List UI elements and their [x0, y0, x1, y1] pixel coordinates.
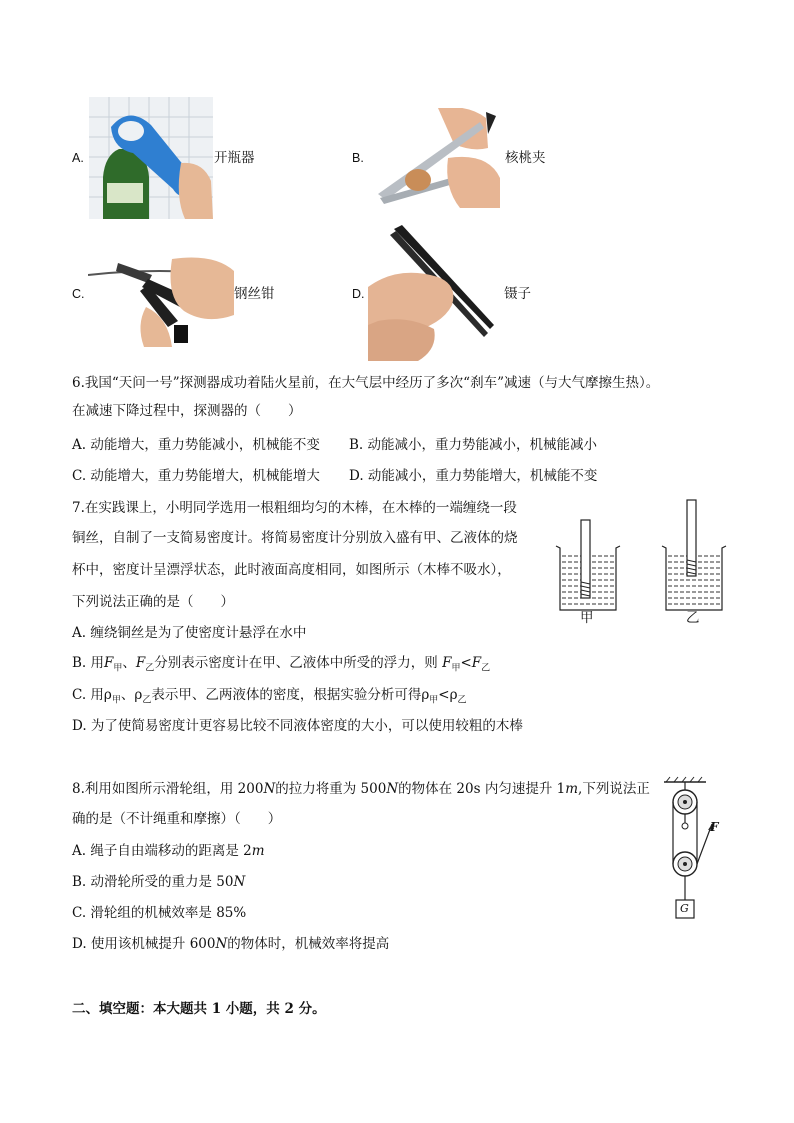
density-meter-figure	[552, 498, 730, 630]
beaker-label-jia: 甲	[580, 610, 594, 626]
q7-option-a[interactable]: A. 缠绕铜丝是为了使密度计悬浮在水中	[72, 625, 307, 641]
q6-stem-line2: 在减速下降过程中，探测器的（ ）	[72, 403, 302, 419]
q7-option-d[interactable]: D. 为了使简易密度计更容易比较不同液体密度的大小，可以使用较粗的木棒	[72, 718, 523, 734]
tweezers-photo	[368, 225, 500, 361]
q8-stem-line1: 8.利用如图所示滑轮组，用 200N的拉力将重为 500N的物体在 20s 内匀速提升 1m,下列说法正	[72, 781, 650, 797]
wire-pliers-photo	[88, 245, 234, 347]
option-a-name: 开瓶器	[214, 150, 255, 166]
q7-stem-line4: 下列说法正确的是（ ）	[72, 594, 234, 610]
q7-stem-line3: 杯中，密度计呈漂浮状态，此时液面高度相同，如图所示（木棒不吸水），	[72, 562, 511, 578]
q6-option-b[interactable]: B. 动能减小，重力势能减小，机械能减小	[349, 437, 598, 453]
option-d-letter: D.	[352, 287, 365, 301]
q7-option-c[interactable]: C. 用$\rho_甲$、$\rho_乙$表示甲、乙两液体的密度，根据实验分析可得$\rho_甲<\rho_乙$	[72, 687, 467, 706]
q7-stem-line2: 铜丝，自制了一支简易密度计。将简易密度计分别放入盛有甲、乙液体的烧	[72, 530, 518, 546]
force-label-f: F	[710, 820, 719, 834]
bottle-opener-photo	[89, 97, 213, 219]
q8-option-b[interactable]: B. 动滑轮所受的重力是 50N	[72, 874, 246, 890]
q8-option-d[interactable]: D. 使用该机械提升 600N的物体时，机械效率将提高	[72, 936, 390, 952]
option-c-name: 钢丝钳	[234, 286, 275, 302]
option-d-name: 镊子	[504, 286, 531, 302]
nutcracker-photo	[368, 108, 500, 208]
beaker-label-yi: 乙	[686, 610, 700, 626]
q6-stem-line1: 6.我国“天问一号”探测器成功着陆火星前，在大气层中经历了多次“刹车”减速（与大气摩擦生热）。	[72, 375, 660, 391]
option-c-letter: C.	[72, 287, 85, 301]
q7-stem-line1: 7.在实践课上，小明同学选用一根粗细均匀的木棒，在木棒的一端缠绕一段	[72, 500, 517, 516]
option-a-letter: A.	[72, 151, 84, 165]
q6-option-a[interactable]: A. 动能增大，重力势能减小，机械能不变	[72, 437, 320, 453]
q6-option-d[interactable]: D. 动能减小，重力势能增大，机械能不变	[349, 468, 598, 484]
beakers-diagram	[552, 498, 730, 630]
q6-option-c[interactable]: C. 动能增大，重力势能增大，机械能增大	[72, 468, 320, 484]
q8-stem-line2: 确的是（不计绳重和摩擦）（ ）	[72, 811, 282, 827]
option-b-letter: B.	[352, 151, 364, 165]
pulley-diagram	[658, 776, 730, 922]
section-2-heading: 二、填空题：本大题共 1 小题，共 2 分。	[72, 1001, 326, 1017]
q8-option-c[interactable]: C. 滑轮组的机械效率是 85%	[72, 905, 247, 921]
weight-label-g: G	[680, 902, 689, 915]
q7-option-b[interactable]: B. 用$F_甲$、$F_乙$分别表示密度计在甲、乙液体中所受的浮力，则 $F_甲<F_乙$	[72, 655, 491, 674]
pulley-figure	[658, 776, 730, 922]
option-b-name: 核桃夹	[505, 150, 546, 166]
q8-option-a[interactable]: A. 绳子自由端移动的距离是 2m	[72, 843, 265, 859]
